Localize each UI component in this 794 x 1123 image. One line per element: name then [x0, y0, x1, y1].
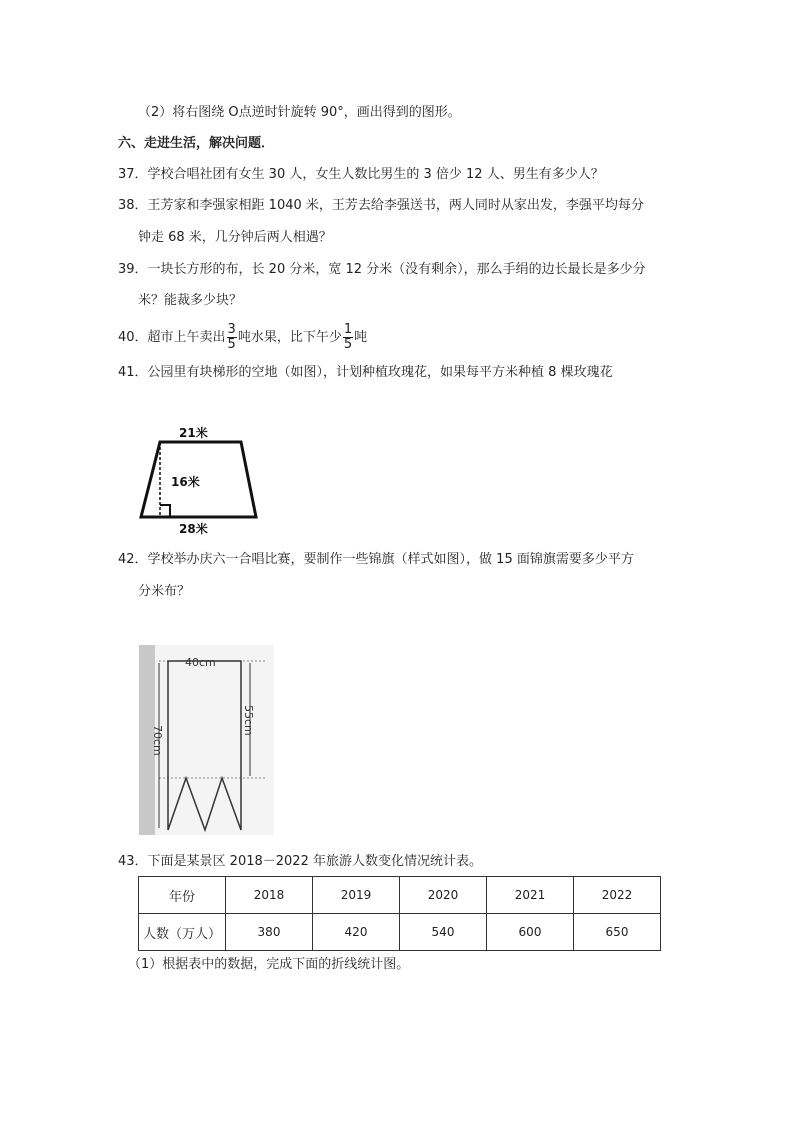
table-cell: 2020	[400, 877, 487, 914]
fraction-denominator: 5	[343, 337, 353, 352]
table-cell: 380	[226, 914, 313, 951]
question-40-text-b: 吨水果，比下午少	[237, 330, 342, 345]
question-43: 43．下面是某景区 2018－2022 年旅游人数变化情况统计表。	[118, 854, 482, 869]
question-39-line1: 39．一块长方形的布，长 20 分米，宽 12 分米（没有剩余），那么手绢的边长最长是多少分	[118, 262, 646, 277]
section-heading: 六、走进生活，解决问题．	[118, 136, 275, 151]
trapezoid-top-label: 21米	[179, 426, 208, 440]
question-38-line1: 38．王芳家和李强家相距 1040 米，王芳去给李强送书，两人同时从家出发，李强平均每分	[118, 198, 644, 213]
question-42-line2: 分米布？	[138, 584, 191, 599]
table-header-count: 人数（万人）	[139, 914, 226, 951]
table-row	[139, 914, 661, 951]
question-43-part1: （1）根据表中的数据，完成下面的折线统计图。	[128, 957, 410, 972]
table-cell: 2019	[313, 877, 400, 914]
fraction-1-5	[343, 323, 353, 352]
q36-part2: （2）将右图绕 O点逆时针旋转 90°，画出得到的图形。	[138, 105, 461, 120]
fraction-numerator: 3	[227, 322, 236, 337]
trapezoid-height-label: 16米	[171, 475, 200, 489]
trapezoid-bottom-label: 28米	[179, 522, 208, 536]
body-height-label: 55cm	[242, 705, 255, 736]
table-cell: 650	[574, 914, 661, 951]
table-cell: 2018	[226, 877, 313, 914]
question-37: 37．学校合唱社团有女生 30 人，女生人数比男生的 3 倍少 12 人、男生有多少人？	[118, 167, 604, 182]
question-38-line2: 钟走 68 米，几分钟后两人相遇？	[138, 230, 332, 245]
tourism-table	[138, 876, 661, 951]
table-row	[139, 877, 661, 914]
question-40-text-a: 40．超市上午卖出	[118, 330, 226, 345]
question-40	[118, 322, 367, 354]
table-cell: 600	[487, 914, 574, 951]
fraction-3-5	[227, 323, 237, 352]
right-angle-mark	[160, 505, 170, 517]
table-cell: 2021	[487, 877, 574, 914]
total-height-label: 70cm	[151, 725, 164, 756]
table-header-year: 年份	[139, 877, 226, 914]
width-label: 40cm	[185, 656, 216, 669]
table-cell: 420	[313, 914, 400, 951]
table-cell: 540	[400, 914, 487, 951]
banner-figure	[139, 645, 274, 835]
fraction-numerator: 1	[343, 322, 353, 337]
fraction-denominator: 5	[227, 337, 236, 352]
question-41: 41．公园里有块梯形的空地（如图），计划种植玫瑰花，如果每平方米种植 8 棵玫瑰花	[118, 365, 613, 380]
table-cell: 2022	[574, 877, 661, 914]
question-39-line2: 米？能裁多少块？	[138, 293, 243, 308]
trapezoid-figure	[135, 420, 265, 542]
question-42-line1: 42．学校举办庆六一合唱比赛，要制作一些锦旗（样式如图），做 15 面锦旗需要多少平方	[118, 552, 634, 567]
question-40-text-c: 吨	[354, 330, 368, 345]
